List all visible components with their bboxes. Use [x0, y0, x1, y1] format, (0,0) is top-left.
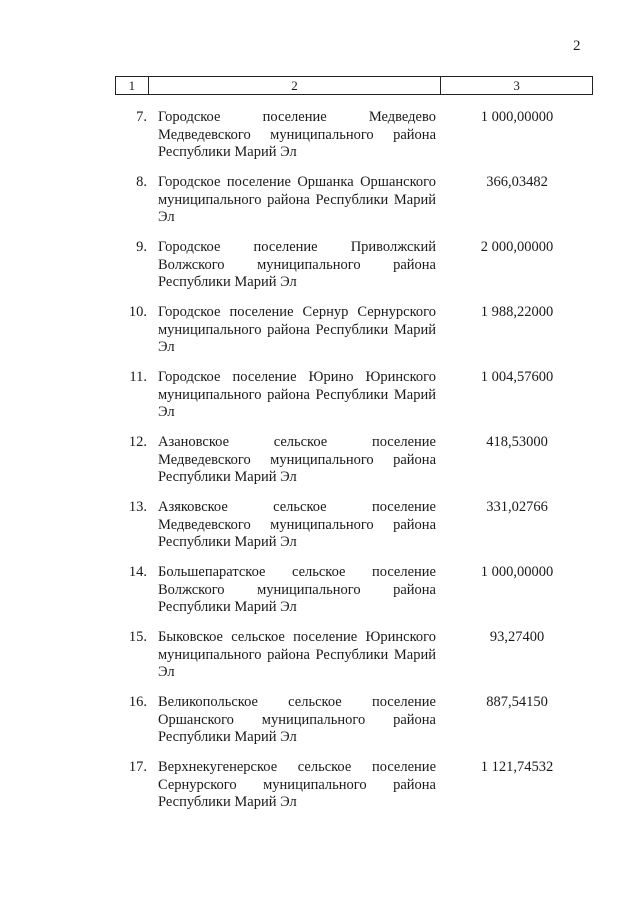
row-number: 8. — [136, 174, 147, 190]
row-amount: 1 000,00000 — [480, 109, 554, 125]
table-row — [115, 564, 593, 629]
table-row — [115, 434, 593, 499]
row-number: 17. — [128, 759, 147, 775]
table-row — [115, 369, 593, 434]
row-number: 13. — [128, 499, 147, 515]
table-row — [115, 239, 593, 304]
header-col-2: 2 — [148, 77, 440, 95]
row-amount: 1 004,57600 — [480, 369, 554, 385]
row-number: 11. — [129, 369, 147, 385]
header-col-1: 1 — [116, 77, 149, 95]
table-row — [115, 109, 593, 174]
table-row — [115, 759, 593, 824]
row-amount: 887,54150 — [486, 694, 548, 710]
row-settlement-name: Верхнекугенерское сельское поселение Сернурского муниципального района Республики Марий Эл — [158, 759, 436, 810]
row-number: 15. — [128, 629, 147, 645]
row-amount: 1 000,00000 — [480, 564, 554, 580]
row-settlement-name: Городское поселение Медведево Медведевского муниципального района Республики Марий Эл — [158, 109, 436, 160]
table-row — [115, 304, 593, 369]
row-amount: 331,02766 — [486, 499, 548, 515]
table-row — [115, 499, 593, 564]
row-settlement-name: Быковское сельское поселение Юринского муниципального района Республики Марий Эл — [158, 629, 436, 680]
page-number: 2 — [573, 38, 581, 54]
row-amount: 418,53000 — [486, 434, 548, 450]
row-amount: 2 000,00000 — [480, 239, 554, 255]
row-number: 16. — [128, 694, 147, 710]
row-number: 9. — [136, 239, 147, 255]
row-settlement-name: Азановское сельское поселение Медведевского муниципального района Республики Марий Эл — [158, 434, 436, 485]
table-header — [115, 76, 593, 95]
table-row — [115, 629, 593, 694]
table-body — [115, 109, 593, 824]
table-row — [115, 694, 593, 759]
row-number: 7. — [136, 109, 147, 125]
row-number: 10. — [128, 304, 147, 320]
row-number: 14. — [128, 564, 147, 580]
row-settlement-name: Городское поселение Оршанка Оршанского муниципального района Республики Марий Эл — [158, 174, 436, 225]
row-settlement-name: Великопольское сельское поселение Оршанского муниципального района Республики Марий Эл — [158, 694, 436, 745]
row-amount: 1 121,74532 — [480, 759, 554, 775]
row-settlement-name: Большепаратское сельское поселение Волжского муниципального района Республики Марий Эл — [158, 564, 436, 615]
row-settlement-name: Азяковское сельское поселение Медведевского муниципального района Республики Марий Эл — [158, 499, 436, 550]
row-settlement-name: Городское поселение Приволжский Волжского муниципального района Республики Марий Эл — [158, 239, 436, 290]
row-settlement-name: Городское поселение Юрино Юринского муниципального района Республики Марий Эл — [158, 369, 436, 420]
header-col-3: 3 — [441, 77, 593, 95]
row-amount: 1 988,22000 — [480, 304, 554, 320]
table-row — [115, 174, 593, 239]
row-settlement-name: Городское поселение Сернур Сернурского муниципального района Республики Марий Эл — [158, 304, 436, 355]
row-amount: 366,03482 — [486, 174, 548, 190]
row-number: 12. — [128, 434, 147, 450]
row-amount: 93,27400 — [489, 629, 545, 645]
